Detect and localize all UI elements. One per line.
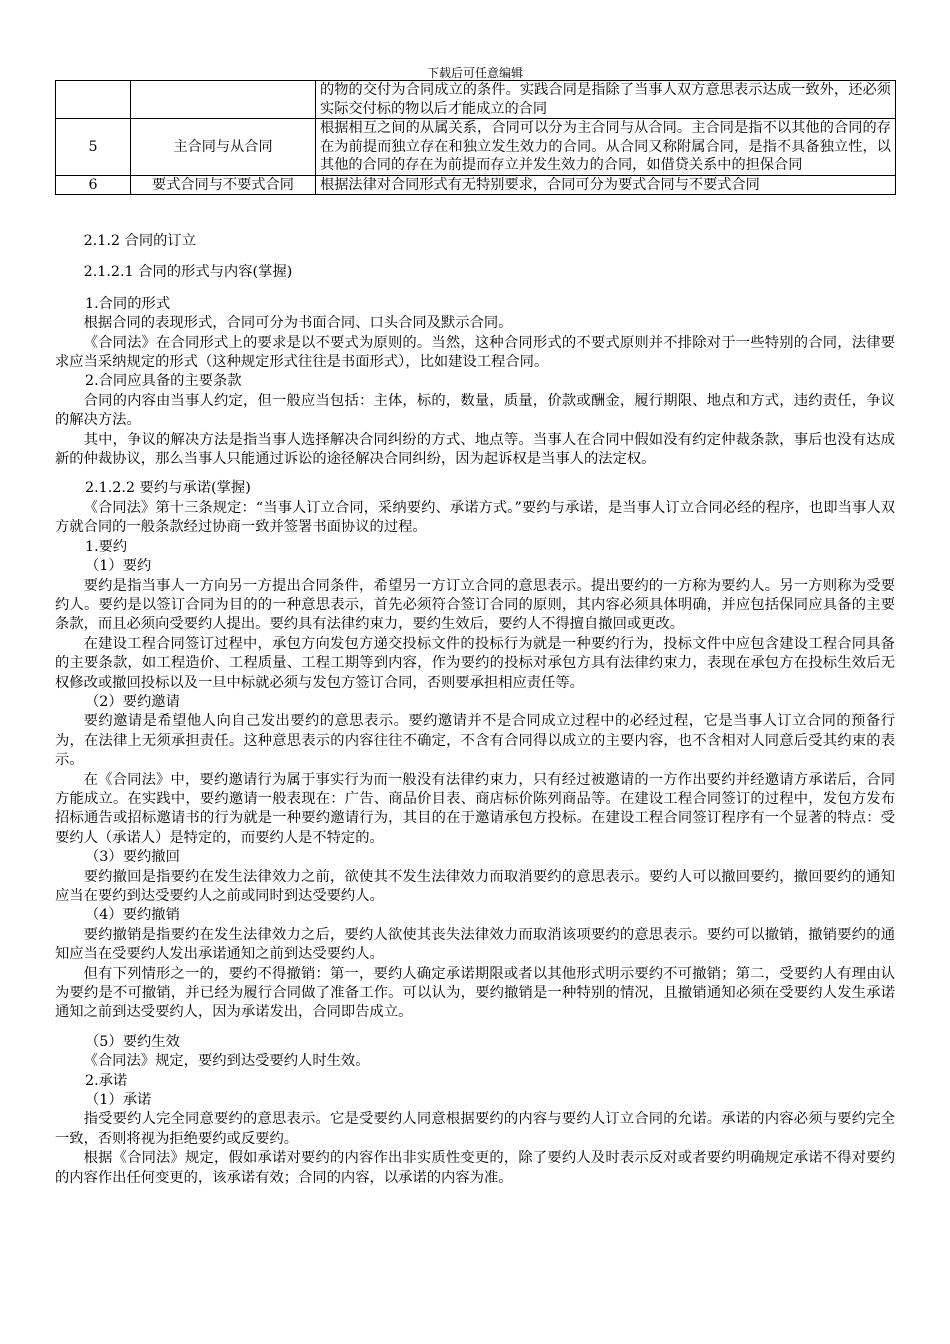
paragraph: 《合同法》在合同形式上的要求是以不要式为原则的。当然，这种合同形式的不要式原则并不排除对于一些特别的合同，法律要求应当采纳规定的形式（这种规定形式往往是书面形式），比如建设工程合同。 — [55, 334, 895, 371]
table-cell-description: 根据相互之间的从属关系，合同可以分为主合同与从合同。主合同是指不以其他的合同的存在为前提而独立存在和独立发生效力的合同。从合同又称附属合同，是指不具备独立性，以其他的合同的存在为前提而存立并发生效力的合同，如借贷关系中的担保合同 — [316, 119, 896, 176]
paragraph: 合同的内容由当事人约定，但一般应当包括：主体，标的，数量，质量，价款或酬金，履行期限、地点和方式，违约责任，争议的解决方法。 — [55, 392, 895, 429]
paragraph: 根据合同的表现形式，合同可分为书面合同、口头合同及默示合同。 — [83, 315, 513, 332]
page-header: 下载后可任意编辑 — [426, 66, 523, 80]
item-heading: （2）要约邀请 — [85, 693, 180, 710]
paragraph: 其中，争议的解决方法是指当事人选择解决合同纠纷的方式、地点等。当事人在合同中假如没有约定仲裁条款，事后也没有达成新的仲裁协议，那么当事人只能通过诉讼的途径解决合同纠纷，因为起诉权是当事人的法定权。 — [55, 431, 895, 468]
table-cell-number: 6 — [56, 175, 131, 195]
heading-contract-form: 1.合同的形式 — [85, 295, 171, 312]
table-cell-type — [131, 81, 316, 119]
paragraph: 要约是指当事人一方向另一方提出合同条件，希望另一方订立合同的意思表示。提出要约的一方称为要约人。另一方则称为受要约人。要约是以签订合同为目的的一种意思表示，首先必须符合签订合同的原则，其内容必须具体明确，并应包括保同应具备的主要条款，而且必须向受要约人提出。要约具有法律约束力，要约生效后，要约人不得擅自撤回或更改。 — [55, 577, 895, 633]
item-heading: （4）要约撤销 — [85, 907, 180, 924]
heading-acceptance: 2.承诺 — [85, 1072, 128, 1089]
paragraph: 《合同法》第十三条规定：“当事人订立合同，采纳要约、承诺方式。”要约与承诺，是当事人订立合同必经的程序，也即当事人双方就合同的一般条款经过协商一致并签署书面协议的过程。 — [55, 499, 895, 536]
table-cell-type: 要式合同与不要式合同 — [131, 175, 316, 195]
table-row — [56, 175, 896, 195]
table-cell-number: 5 — [56, 119, 131, 176]
table-cell-number — [56, 81, 131, 119]
paragraph: 要约撤销是指要约在发生法律效力之后，要约人欲使其丧失法律效力而取消该项要约的意思表示。要约可以撤销，撤销要约的通知应当在受要约人发出承诺通知之前到达受要约人。 — [55, 926, 895, 963]
paragraph: 要约撤回是指要约在发生法律效力之前，欲使其不发生法律效力而取消要约的意思表示。要约人可以撤回要约，撤回要约的通知应当在要约到达受要约人之前或同时到达受要约人。 — [55, 868, 895, 904]
table-row — [56, 119, 896, 176]
paragraph: 指受要约人完全同意要约的意思表示。它是受要约人同意根据要约的内容与要约人订立合同的允诺。承诺的内容必须与要约完全一致，否则将视为拒绝要约或反要约。 — [55, 1111, 895, 1147]
item-heading: （1）承诺 — [85, 1092, 152, 1109]
heading-main-clauses: 2.合同应具备的主要条款 — [85, 373, 242, 390]
paragraph: 但有下列情形之一的，要约不得撤销：第一，要约人确定承诺期限或者以其他形式明示要约不可撤销；第二，受要约人有理由认为要约是不可撤销，并已经为履行合同做了准备工作。可以认为，要约撤销是一种特别的情况，且撤销通知必须在受要约人发生承诺通知之前到达受要约人，因为承诺发出，合同即告成立。 — [55, 965, 895, 1021]
document-body — [55, 232, 895, 1188]
paragraph: 要约邀请是希望他人向自己发出要约的意思表示。要约邀请并不是合同成立过程中的必经过程，它是当事人订立合同的预备行为，在法律上无须承担责任。这种意思表示的内容往往不确定，不含有合同得以成立的主要内容，也不含相对人同意后受其约束的表示。 — [55, 713, 895, 769]
subsection-heading: 2.1.2.1 合同的形式与内容(掌握) — [83, 264, 293, 281]
item-heading: （3）要约撤回 — [85, 849, 180, 866]
paragraph: 《合同法》规定，要约到达受要约人时生效。 — [83, 1053, 370, 1070]
heading-offer: 1.要约 — [85, 538, 128, 555]
paragraph: 根据《合同法》规定，假如承诺对要约的内容作出非实质性变更的，除了要约人及时表示反对或者要约明确规定承诺不得对要约的内容作出任何变更的，该承诺有效；合同的内容，以承诺的内容为准。 — [55, 1150, 895, 1186]
table-row — [56, 81, 896, 119]
subsection-heading: 2.1.2.2 要约与承诺(掌握) — [85, 480, 251, 497]
item-heading: （1）要约 — [85, 558, 152, 575]
table-cell-description: 的物的交付为合同成立的条件。实践合同是指除了当事人双方意思表示达成一致外，还必须实际交付标的物以后才能成立的合同 — [316, 81, 896, 119]
table-cell-type: 主合同与从合同 — [131, 119, 316, 176]
contract-types-table — [55, 80, 896, 195]
section-heading: 2.1.2 合同的订立 — [83, 233, 196, 249]
table-cell-description: 根据法律对合同形式有无特别要求，合同可分为要式合同与不要式合同 — [316, 175, 896, 195]
item-heading: （5）要约生效 — [85, 1033, 180, 1050]
paragraph: 在《合同法》中，要约邀请行为属于事实行为而一般没有法律约束力，只有经过被邀请的一方作出要约并经邀请方承诺后，合同方能成立。在实践中，要约邀请一般表现在：广告、商品价目表、商店标价陈列商品等。在建设工程合同签订的过程中，发包方发布招标通告或招标邀请书的行为就是一种要约邀请行为，其目的在于邀请承包方投标。在建设工程合同签订程序有一个显著的特点：受要约人（承诺人）是特定的，而要约人是不特定的。 — [55, 771, 895, 846]
paragraph: 在建设工程合同签订过程中，承包方向发包方递交投标文件的投标行为就是一种要约行为，投标文件中应包含建设工程合同具备的主要条款，如工程造价、工程质量、工程工期等到内容，作为要约的投标对承包方具有法律约束力，表现在承包方在投标生效后无权修改或撤回投标以及一旦中标就必须与发包方签订合同，否则要承担相应责任等。 — [55, 635, 895, 691]
